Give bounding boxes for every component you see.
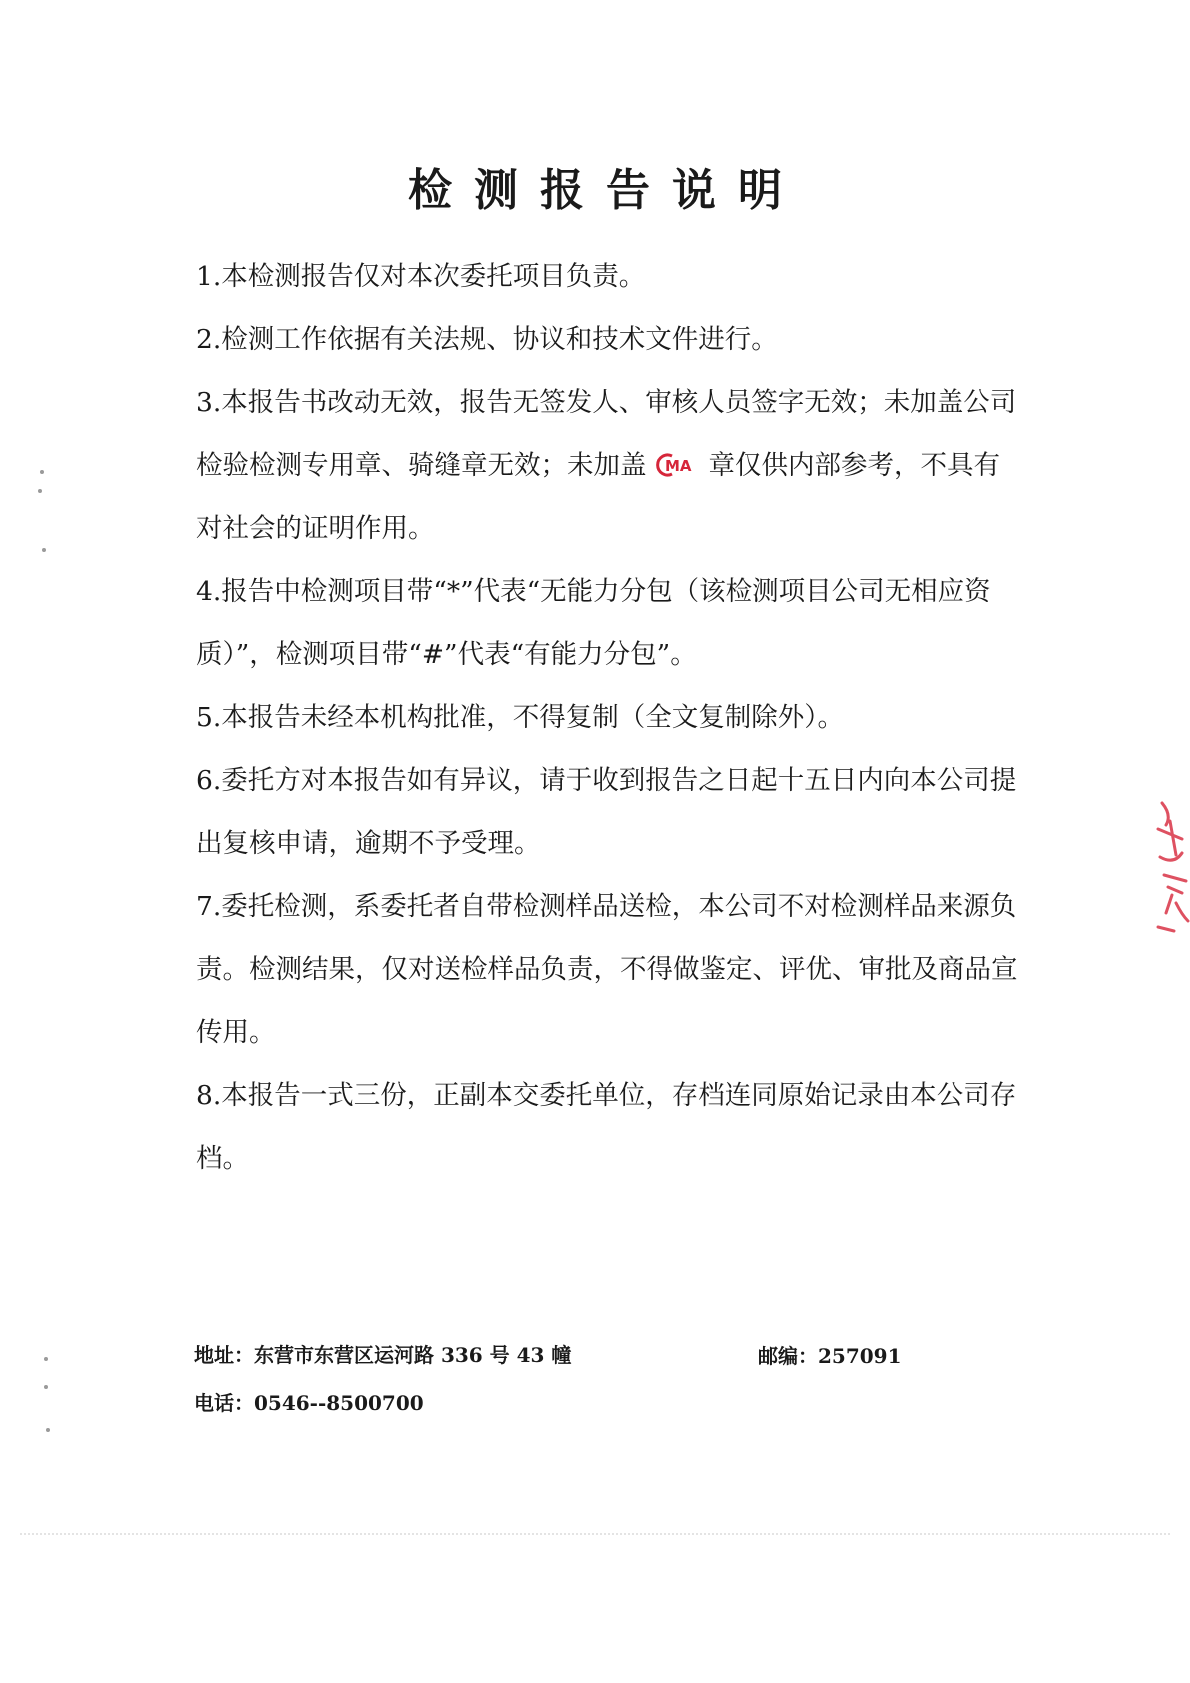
clause-4: 4.报告中检测项目带“*”代表“无能力分包（该检测项目公司无相应资质）”，检测项目带“#”代表“有能力分包”。 xyxy=(196,576,991,670)
cross-page-seal-icon xyxy=(1152,795,1190,935)
document-title: 检测报告说明 xyxy=(408,165,804,217)
scan-mark xyxy=(38,489,42,493)
cma-mark-icon xyxy=(653,453,699,477)
scan-line xyxy=(20,1533,1170,1535)
footer-postcode: 邮编：257091 xyxy=(758,1344,902,1368)
clause-6: 6.委托方对本报告如有异议，请于收到报告之日起十五日内向本公司提出复核申请，逾期不予受理。 xyxy=(196,765,1017,859)
footer-phone: 电话：0546--8500700 xyxy=(194,1391,424,1415)
footer-address: 地址：东营市东营区运河路 336 号 43 幢 xyxy=(194,1343,572,1367)
clause-8: 8.本报告一式三份，正副本交委托单位，存档连同原始记录由本公司存档。 xyxy=(196,1080,1017,1174)
clause-3-text-after: 章仅供内部参考，不具有对社会的证明作用。 xyxy=(196,450,1000,544)
scan-mark xyxy=(44,1385,48,1389)
svg-text:MA: MA xyxy=(664,457,692,475)
scan-mark xyxy=(42,548,46,552)
clause-3-text-before: 3.本报告书改动无效，报告无签发人、审核人员签字无效；未加盖公司检验检测专用章、骑缝章无效；未加盖 xyxy=(196,387,1017,481)
clause-5: 5.本报告未经本机构批准，不得复制（全文复制除外）。 xyxy=(196,702,845,733)
clause-list xyxy=(196,245,1026,1190)
clause-3 xyxy=(196,371,1026,560)
scan-mark xyxy=(46,1428,50,1432)
clause-1: 1.本检测报告仅对本次委托项目负责。 xyxy=(196,261,646,292)
scan-mark xyxy=(40,470,44,474)
clause-2: 2.检测工作依据有关法规、协议和技术文件进行。 xyxy=(196,324,778,355)
clause-7: 7.委托检测，系委托者自带检测样品送检，本公司不对检测样品来源负责。检测结果，仅对送检样品负责，不得做鉴定、评优、审批及商品宣传用。 xyxy=(196,891,1018,1048)
scan-mark xyxy=(44,1357,48,1361)
